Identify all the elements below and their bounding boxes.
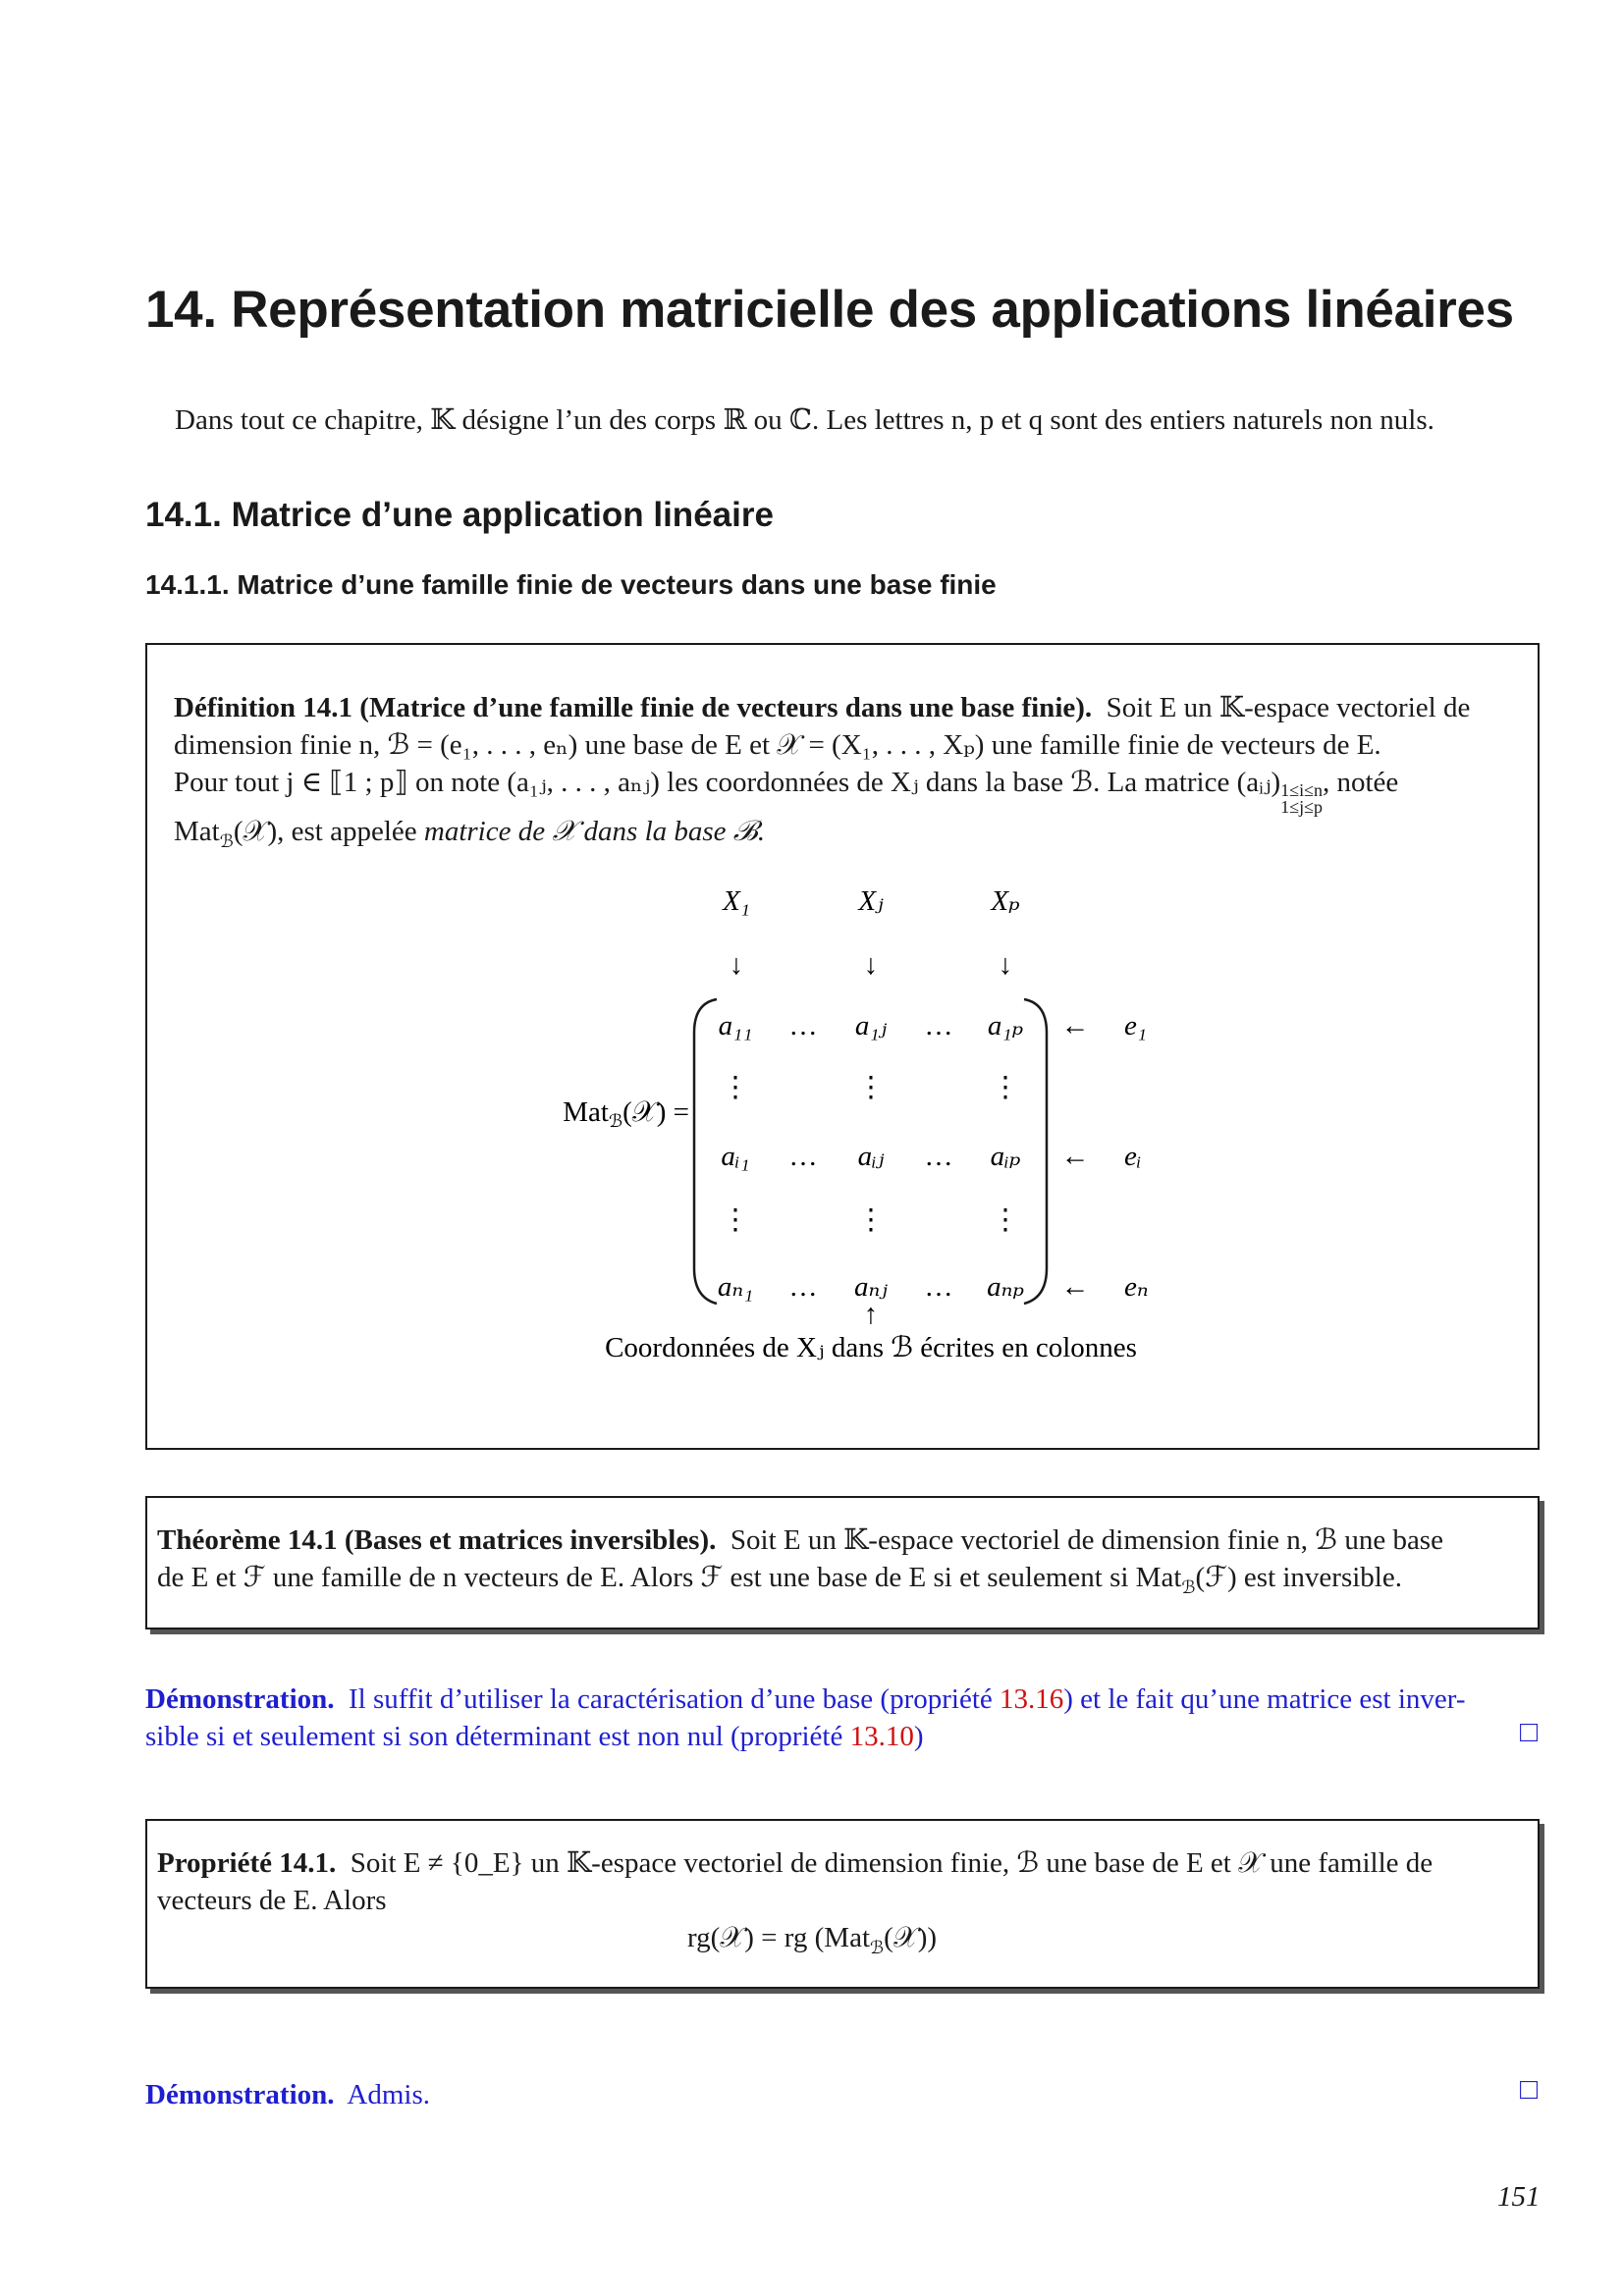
property-line-1-text: Soit E ≠ {0_E} un 𝕂-espace vectoriel de dimension finie, ℬ une base de E et 𝒳 une famille de bbox=[350, 1847, 1434, 1879]
entry-dots: … bbox=[788, 1010, 818, 1041]
column-label-x1: X₁ bbox=[723, 885, 750, 917]
reference-link-13-10[interactable]: 13.10 bbox=[849, 1721, 914, 1752]
demonstration-2-text: Admis. bbox=[347, 2079, 431, 2110]
definition-line-4-text: (𝒳), est appelée bbox=[233, 816, 424, 847]
theorem-heading: Théorème 14.1 (Bases et matrices inversibles). bbox=[157, 1524, 717, 1556]
property-box bbox=[145, 1819, 1540, 1989]
demonstration-2-heading: Démonstration. bbox=[145, 2079, 335, 2110]
down-arrow-1: ↓ bbox=[729, 949, 744, 981]
column-label-xp: Xₚ bbox=[991, 885, 1020, 917]
up-arrow: ↑ bbox=[863, 1299, 879, 1330]
demonstration-1-line-1 bbox=[145, 1681, 1466, 1718]
definition-line-3 bbox=[174, 764, 1398, 816]
down-arrow-3: ↓ bbox=[998, 949, 1013, 981]
demonstration-1-text: Il suffit d’utiliser la caractérisation d’une base (propriété bbox=[349, 1683, 1000, 1715]
row-label-e1: e₁ bbox=[1124, 1010, 1147, 1041]
reference-link-13-16[interactable]: 13.16 bbox=[1000, 1683, 1064, 1715]
entry-dots: … bbox=[924, 1141, 953, 1172]
column-label-xj: Xⱼ bbox=[858, 885, 884, 917]
qed-square-icon: □ bbox=[1520, 1716, 1539, 1748]
right-parenthesis bbox=[1024, 999, 1047, 1304]
entry-anj: aₙⱼ bbox=[854, 1271, 888, 1303]
matrix-caption: Coordonnées de Xⱼ dans ℬ écrites en colonnes bbox=[605, 1332, 1137, 1363]
entry-a1j: a₁ⱼ bbox=[854, 1010, 888, 1041]
definition-line-3-text: Pour tout j ∈ ⟦1 ; p⟧ on note (a₁ⱼ, . . . , aₙⱼ) les coordonnées de Xⱼ dans la base ℬ. La matrice (aᵢⱼ) bbox=[174, 767, 1281, 798]
section-title: 14.1. Matrice d’une application linéaire bbox=[145, 496, 774, 534]
subsection-title: 14.1.1. Matrice d’une famille finie de vecteurs dans une base finie bbox=[145, 569, 997, 600]
index-range-i: 1≤i≤n bbox=[1280, 780, 1323, 800]
entry-dots: … bbox=[924, 1271, 953, 1303]
property-formula bbox=[687, 1919, 937, 1966]
entry-aip: aᵢₚ bbox=[990, 1141, 1021, 1172]
intro-paragraph: Dans tout ce chapitre, 𝕂 désigne l’un des corps ℝ ou ℂ. Les lettres n, p et q sont des entiers naturels non nuls. bbox=[175, 404, 1434, 436]
mat-subscript: ℬ bbox=[1181, 1576, 1196, 1597]
entry-aij: aᵢⱼ bbox=[857, 1141, 885, 1172]
entry-an1: aₙ₁ bbox=[717, 1271, 754, 1303]
theorem-line-2-end: (ℱ) est inversible. bbox=[1195, 1562, 1402, 1593]
theorem-line-2-text: de E et ℱ une famille de n vecteurs de E. Alors ℱ est une base de E si et seulement si Mat bbox=[157, 1562, 1182, 1593]
row-arrow-i: ← bbox=[1060, 1141, 1090, 1172]
entry-vdots: ⋮ bbox=[991, 1072, 1020, 1103]
demonstration-1-heading: Démonstration. bbox=[145, 1683, 335, 1715]
mat-label: Mat bbox=[174, 816, 220, 847]
definition-line-4-end: . bbox=[757, 816, 765, 847]
property-line-1 bbox=[157, 1844, 1433, 1882]
entry-vdots: ⋮ bbox=[721, 1204, 750, 1236]
entry-vdots: ⋮ bbox=[721, 1072, 750, 1103]
formula-right: (𝒳)) bbox=[884, 1922, 938, 1953]
entry-vdots: ⋮ bbox=[856, 1072, 886, 1103]
left-parenthesis bbox=[694, 999, 717, 1304]
mat-subscript: ℬ bbox=[870, 1937, 885, 1957]
down-arrow-2: ↓ bbox=[863, 949, 879, 981]
matrix-entries bbox=[718, 1010, 1024, 1303]
demonstration-1-text-2: sible si et seulement si son déterminant est non nul (propriété bbox=[145, 1721, 850, 1752]
theorem-line-1 bbox=[157, 1522, 1443, 1559]
row-arrow-n: ← bbox=[1060, 1271, 1090, 1303]
definition-box bbox=[145, 643, 1540, 1450]
entry-dots: … bbox=[924, 1010, 953, 1041]
page-number: 151 bbox=[1497, 2181, 1541, 2213]
theorem-box bbox=[145, 1496, 1540, 1629]
theorem-line-1-text: Soit E un 𝕂-espace vectoriel de dimension finie n, ℬ une base bbox=[730, 1524, 1443, 1556]
definition-term: matrice de 𝒳 dans la base ℬ bbox=[423, 816, 758, 847]
chapter-title: 14. Représentation matricielle des applications linéaires bbox=[145, 281, 1514, 339]
formula-left: rg(𝒳) = rg (Mat bbox=[687, 1922, 870, 1953]
entry-a11: a₁₁ bbox=[718, 1010, 753, 1041]
row-label-ei: eᵢ bbox=[1124, 1141, 1142, 1172]
entry-dots: … bbox=[788, 1141, 818, 1172]
definition-line-2: dimension finie n, ℬ = (e₁, . . . , eₙ) une base de E et 𝒳 = (X₁, . . . , Xₚ) une famille finie de vecteurs de E. bbox=[174, 729, 1381, 761]
definition-line-1-text: Soit E un 𝕂-espace vectoriel de bbox=[1106, 692, 1471, 723]
property-line-2: vecteurs de E. Alors bbox=[157, 1885, 387, 1916]
definition-line-3-end: , notée bbox=[1322, 767, 1399, 798]
qed-square-icon: □ bbox=[1520, 2073, 1539, 2106]
index-range-j: 1≤j≤p bbox=[1280, 797, 1323, 817]
entry-anp: aₙₚ bbox=[987, 1271, 1024, 1303]
property-heading: Propriété 14.1. bbox=[157, 1847, 337, 1879]
index-range bbox=[1280, 782, 1323, 816]
row-label-en: eₙ bbox=[1124, 1271, 1149, 1303]
theorem-line-2 bbox=[157, 1559, 1402, 1606]
entry-vdots: ⋮ bbox=[856, 1204, 886, 1236]
demonstration-1-text-2-end: ) bbox=[913, 1721, 924, 1752]
entry-ai1: aᵢ₁ bbox=[721, 1141, 750, 1172]
entry-dots: … bbox=[788, 1271, 818, 1303]
demonstration-1-text-end: ) et le fait qu’une matrice est inver- bbox=[1063, 1683, 1466, 1715]
demonstration-1-line-2 bbox=[145, 1718, 924, 1755]
entry-vdots: ⋮ bbox=[991, 1204, 1020, 1236]
definition-line-1 bbox=[174, 689, 1470, 726]
definition-line-4 bbox=[174, 813, 764, 860]
definition-heading: Définition 14.1 (Matrice d’une famille finie de vecteurs dans une base finie). bbox=[174, 692, 1093, 723]
matrix-diagram bbox=[147, 876, 1538, 1425]
matrix-lhs: Mat$_ℬ$(𝒳) = bbox=[563, 1096, 689, 1131]
demonstration-2 bbox=[145, 2076, 430, 2113]
entry-a1p: a₁ₚ bbox=[987, 1010, 1024, 1041]
row-arrow-1: ← bbox=[1060, 1010, 1090, 1041]
mat-subscript: ℬ bbox=[219, 830, 234, 851]
